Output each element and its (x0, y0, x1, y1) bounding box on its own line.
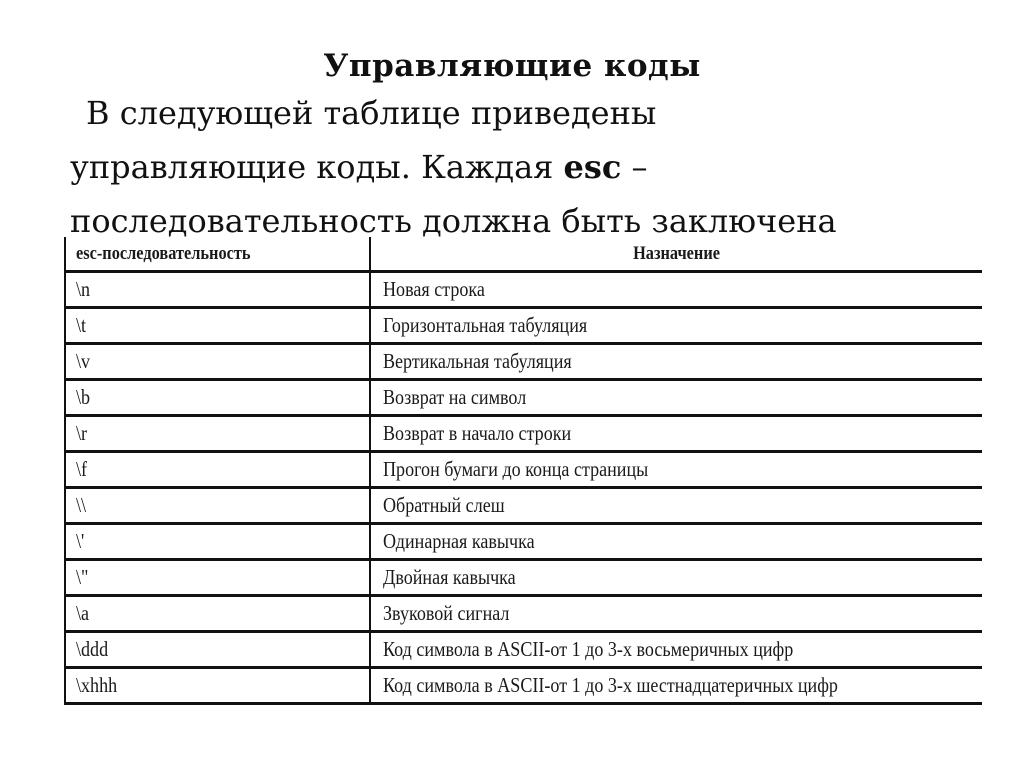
escape-sequence: \ddd (76, 637, 109, 661)
escape-sequence-cell (65, 344, 370, 380)
purpose-cell (370, 596, 982, 632)
table-row (65, 308, 982, 344)
intro-dash: – (621, 148, 648, 186)
escape-sequence: \r (76, 421, 88, 445)
table-row (65, 344, 982, 380)
escape-sequence: \v (76, 349, 91, 373)
escape-sequence: \b (76, 385, 91, 409)
header-label: esc-последовательность (76, 242, 251, 264)
purpose-cell (370, 416, 982, 452)
escape-sequence: \t (76, 313, 87, 337)
escape-sequence-cell (65, 632, 370, 668)
column-header-purpose (370, 237, 982, 272)
column-header-sequence (65, 237, 370, 272)
purpose-cell (370, 452, 982, 488)
escape-sequence: \' (76, 529, 85, 553)
purpose-cell (370, 560, 982, 596)
table-header-row (65, 237, 982, 272)
purpose-text: Вертикальная табуляция (383, 349, 572, 373)
escape-sequence-cell (65, 560, 370, 596)
table-row (65, 668, 982, 704)
escape-sequence: \" (76, 565, 89, 589)
purpose-text: Горизонтальная табуляция (383, 313, 588, 337)
purpose-text: Новая строка (383, 277, 485, 301)
table-row (65, 416, 982, 452)
purpose-text: Одинарная кавычка (383, 529, 535, 553)
escape-sequence-cell (65, 452, 370, 488)
esc-keyword: esc (563, 148, 622, 186)
escape-sequence-cell (65, 488, 370, 524)
header-label: Назначение (633, 242, 720, 264)
purpose-text: Код символа в ASCII-от 1 до 3-х шестнадцатеричных цифр (383, 673, 838, 697)
purpose-cell (370, 668, 982, 704)
purpose-text: Возврат на символ (383, 385, 527, 409)
escape-sequence-cell (65, 596, 370, 632)
table-row (65, 452, 982, 488)
purpose-cell (370, 272, 982, 308)
purpose-text: Обратный слеш (383, 493, 505, 517)
escape-sequence: \xhhh (76, 673, 118, 697)
escape-sequence: \\ (76, 493, 87, 517)
purpose-cell (370, 524, 982, 560)
table-row (65, 272, 982, 308)
purpose-text: Возврат в начало строки (383, 421, 572, 445)
table-row (65, 380, 982, 416)
intro-line-2-text: управляющие коды. Каждая (70, 148, 564, 186)
purpose-cell (370, 632, 982, 668)
purpose-text: Прогон бумаги до конца страницы (383, 457, 649, 481)
escape-sequence-cell (65, 524, 370, 560)
purpose-text: Двойная кавычка (383, 565, 516, 589)
purpose-cell (370, 380, 982, 416)
purpose-text: Звуковой сигнал (383, 601, 510, 625)
escape-sequence: \f (76, 457, 88, 481)
escape-sequence-cell (65, 380, 370, 416)
table-row (65, 488, 982, 524)
table-row (65, 596, 982, 632)
table-row (65, 632, 982, 668)
table-row (65, 560, 982, 596)
intro-line-1: В следующей таблице приведены (86, 94, 657, 132)
escape-codes-table (64, 237, 982, 705)
purpose-text: Код символа в ASCII-от 1 до 3-х восьмеричных цифр (383, 637, 794, 661)
purpose-cell (370, 344, 982, 380)
purpose-cell (370, 308, 982, 344)
purpose-cell (370, 488, 982, 524)
escape-sequence-cell (65, 308, 370, 344)
intro-line-2 (70, 140, 1000, 194)
escape-sequence-cell (65, 272, 370, 308)
intro-line-3: последовательность должна быть заключена (70, 202, 837, 240)
table-row (65, 524, 982, 560)
intro-paragraph (70, 86, 1000, 248)
escape-sequence: \a (76, 601, 90, 625)
escape-sequence: \n (76, 277, 91, 301)
escape-sequence-cell (65, 416, 370, 452)
slide-title: Управляющие коды (323, 48, 701, 84)
escape-sequence-cell (65, 668, 370, 704)
